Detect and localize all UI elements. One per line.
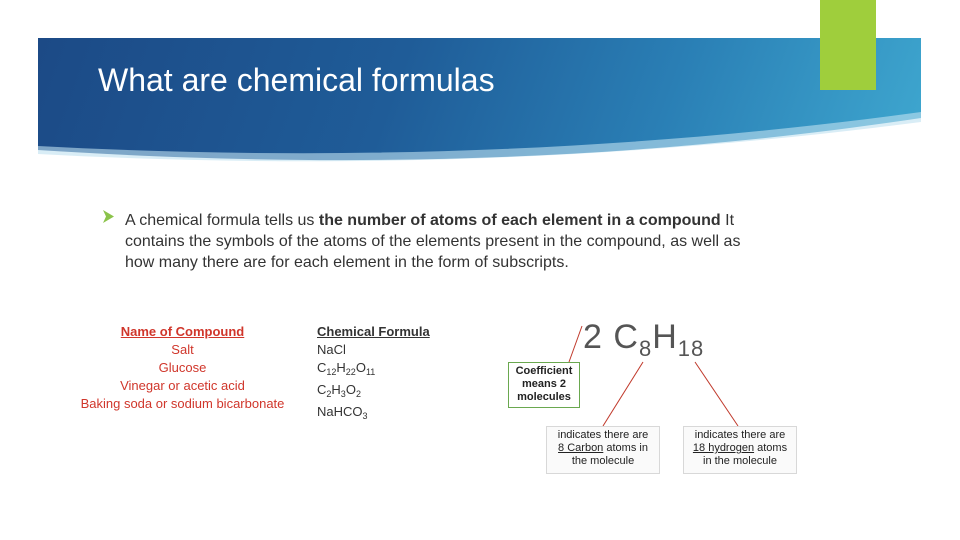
diamond-bullet-icon: [103, 210, 114, 223]
bullet-text-part1: A chemical formula tells us: [125, 212, 319, 229]
formula-cell: NaCl: [317, 342, 346, 357]
hydrogen-callout: indicates there are 18 hydrogen atoms in the molecule: [683, 426, 797, 474]
chemical-formula-header: Chemical Formula: [317, 324, 430, 339]
compound-name-cell: Salt: [171, 342, 194, 357]
example-formula: 2 $C_8H_{18}$: [583, 318, 705, 361]
bullet-text: [125, 210, 765, 273]
formula-cell: $C_{12}H_{22}O_{11}$: [317, 360, 376, 377]
coefficient-callout: Coefficient means 2 molecules: [508, 362, 580, 408]
compound-name-cell: Vinegar or acetic acid: [120, 378, 245, 393]
accent-bar: [820, 0, 876, 90]
compound-name-cell: Baking soda or sodium bicarbonate: [80, 396, 285, 411]
compound-name-cell: Glucose: [158, 360, 207, 375]
chemical-formula-column: [317, 323, 430, 425]
banner-wave-decoration: [38, 38, 921, 178]
slide-title: What are chemical formulas: [98, 62, 495, 98]
formula-cell: NaHCO$_3$: [317, 404, 368, 421]
carbon-callout: indicates there are 8 Carbon atoms in the molecule: [546, 426, 660, 474]
compound-names-column: [60, 323, 305, 413]
bullet-text-bold: the number of atoms of each element in a compound: [318, 212, 721, 229]
compound-name-header: Name of Compound: [120, 324, 245, 339]
bullet-text-part2: It contains the symbols of the atoms of the elements present in the compound, as well as how many there are for each element in the form of subscripts.: [125, 212, 741, 271]
formula-cell: $C_2H_3O_2$: [317, 382, 361, 399]
title-banner: [38, 38, 921, 178]
